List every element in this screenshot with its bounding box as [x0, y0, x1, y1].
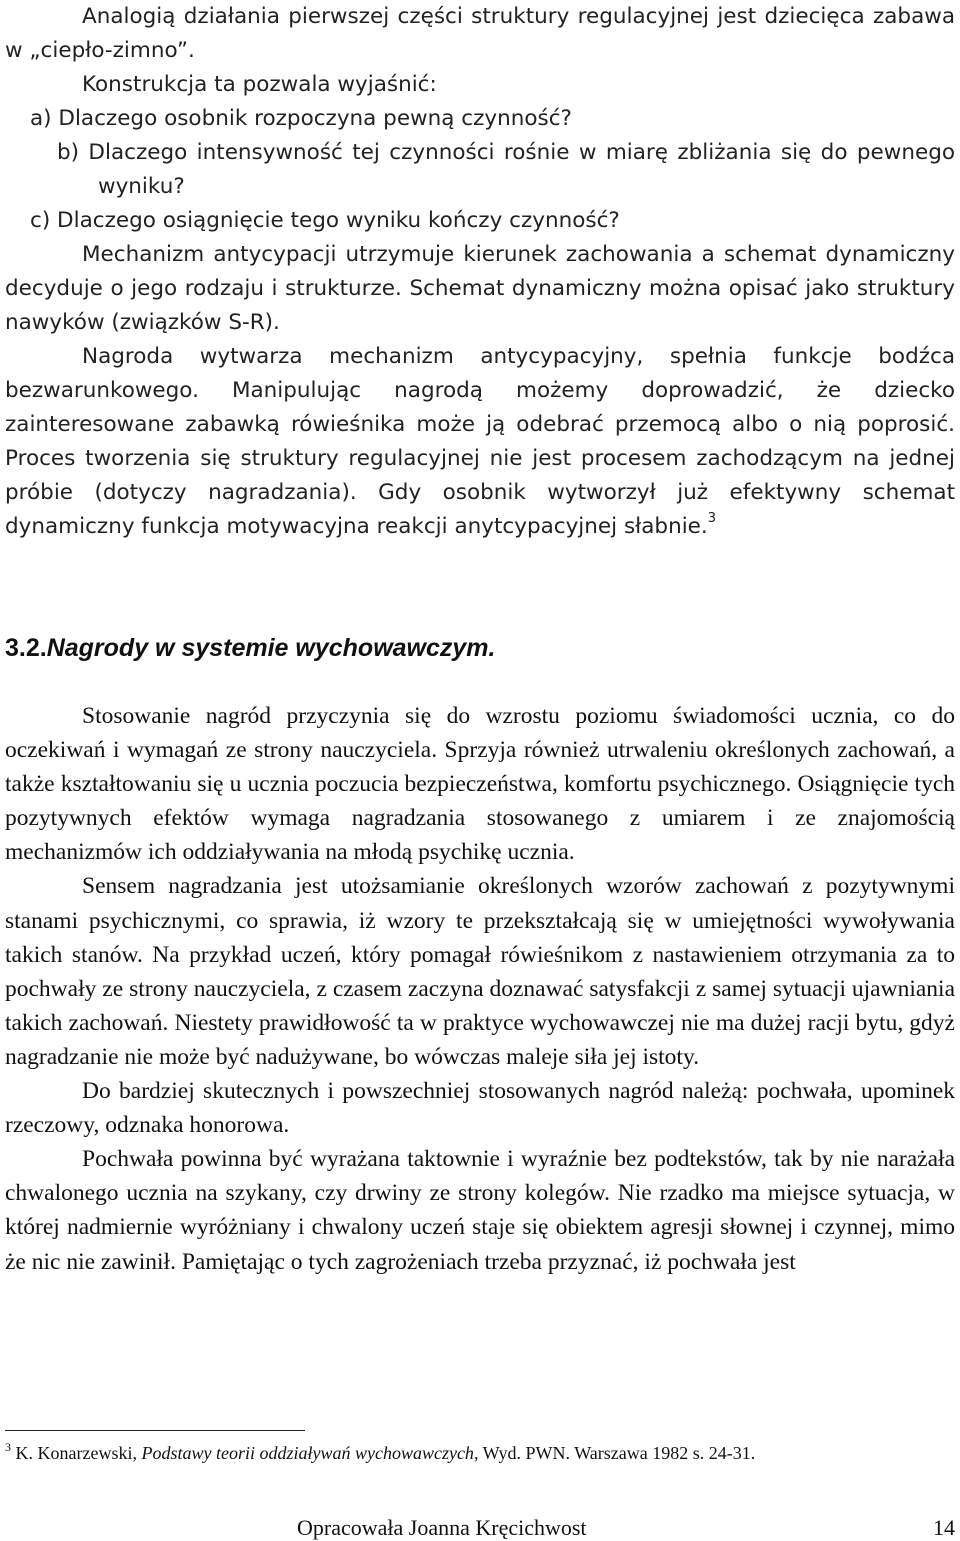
question-c: c) Dlaczego osiągnięcie tego wyniku kończy czynność? [30, 208, 620, 233]
section-title: Nagrody w systemie wychowawczym. [46, 634, 496, 662]
intro-paragraph-reward [5, 340, 955, 544]
body-paragraph: Stosowanie nagród przyczynia się do wzrostu poziomu świadomości ucznia, co do oczekiwań i wymagań ze strony nauczyciela. Sprzyja również utrwaleniu określonych zachowań, a także kształtowaniu się u ucznia poczucia bezpieczeństwa, komfortu psychicznego. Osiągnięcie tych pozytywnych efektów wymaga nagradzania stosowanego z umiarem i ze znajomością mechanizmów ich oddziaływania na młodą psychikę ucznia. [5, 703, 955, 866]
footnote-publisher: , Wyd. PWN. Warszawa 1982 s. 24-31. [473, 1443, 756, 1463]
body-paragraph: Sensem nagradzania jest utożsamianie określonych wzorów zachowań z pozytywnymi stanami psychicznymi, co sprawia, iż wzory te przekształcają się w umiejętności wywoływania takich stanów. Na przykład uczeń, który pomagał rówieśnikom z nastawieniem otrzymania za to pochwały ze strony nauczyciela, z czasem zaczyna doznawać satysfakcji z samej sytuacji ujawniania takich zachowań. Niestety prawidłowość ta w praktyce wychowawczej nie ma dużej racji bytu, gdyż nagradzanie nie może być nadużywane, bo wówczas maleje siła jej istoty. [5, 873, 955, 1070]
footnote-reference[interactable]: 3 [707, 511, 717, 526]
page-number: 14 [933, 1515, 955, 1540]
intro-paragraph-mechanism: Mechanizm antycypacji utrzymuje kierunek zachowania a schemat dynamiczny decyduje o jego rodzaju i strukturze. Schemat dynamiczny można opisać jako struktury nawyków (związków S-R). [5, 242, 955, 335]
intro-paragraph-analogy: Analogią działania pierwszej części struktury regulacyjnej jest dziecięca zabawa w „ciepło-zimno”. [5, 4, 955, 63]
section-heading [5, 631, 495, 665]
question-b: b) Dlaczego intensywność tej czynności rośnie w miarę zbliżania się do pewnego wyniku? [57, 140, 955, 199]
footer-author: Opracowała Joanna Kręcichwost [297, 1515, 587, 1540]
intro-paragraph-construction: Konstrukcja ta pozwala wyjaśnić: [82, 72, 437, 97]
footnote-book-title: Podstawy teorii oddziaływań wychowawczych [141, 1443, 474, 1463]
question-a: a) Dlaczego osobnik rozpoczyna pewną czynność? [30, 106, 572, 131]
footnote [5, 1440, 955, 1466]
section-body [5, 699, 955, 1279]
footnote-marker: 3 [5, 1440, 11, 1454]
footnote-author: K. Konarzewski, [15, 1443, 142, 1463]
footnote-separator [5, 1430, 305, 1431]
intro-paragraph-reward-text: Nagroda wytwarza mechanizm antycypacyjny, spełnia funkcje bodźca bezwarunkowego. Manipulując nagrodą możemy doprowadzić, że dziecko zainteresowane zabawką rówieśnika może ją odebrać przemocą albo o nią poprosić. Proces tworzenia się struktury regulacyjnej nie jest procesem zachodzącym na jednej próbie (dotyczy nagradzania). Gdy osobnik wytworzył już efektywny schemat dynamiczny funkcja motywacyjna reakcji anytcypacyjnej słabnie. [5, 344, 955, 539]
section-number: 3.2. [5, 634, 47, 662]
intro-block [5, 0, 955, 544]
body-paragraph: Pochwała powinna być wyrażana taktownie i wyraźnie bez podtekstów, tak by nie narażała chwalonego ucznia na szykany, czy drwiny ze strony kolegów. Nie rzadko ma miejsce sytuacja, w której nadmiernie wyróżniany i chwalony uczeń staje się obiektem agresji słownej i czynnej, mimo że nic nie zawinił. Pamiętając o tych zagrożeniach trzeba przyznać, iż pochwała jest [5, 1146, 955, 1275]
body-paragraph: Do bardziej skutecznych i powszechniej stosowanych nagród należą: pochwała, upominek rzeczowy, odznaka honorowa. [5, 1078, 955, 1139]
